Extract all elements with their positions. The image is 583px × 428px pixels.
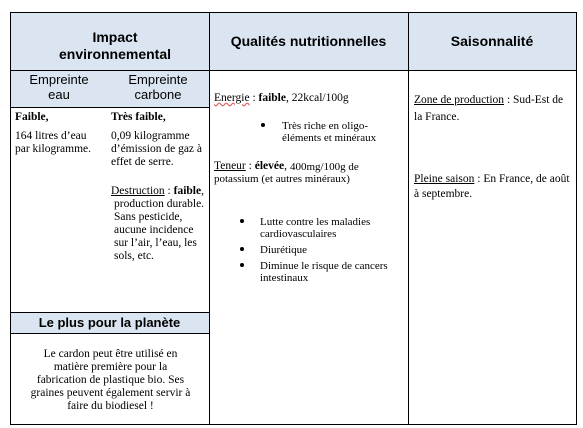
subheader-carbone: Empreinte carbone (128, 72, 188, 102)
teneur-label: Teneur (214, 160, 246, 172)
zone-value: Sud-Est de la France. (414, 94, 564, 123)
energie-level: faible (258, 92, 286, 104)
energie-value: 22kcal/100g (291, 92, 349, 104)
destruction-text: production durable. Sans pesticide, aucune incidence sur l’air, l’eau, les sols, etc. (114, 198, 205, 262)
destruction-level: faible (173, 185, 202, 197)
column-divider-1 (209, 12, 210, 425)
planete-title: Le plus pour la planète (38, 315, 181, 330)
header-bottom-border (10, 70, 577, 71)
energie-label: Energie (214, 92, 250, 104)
zone-label: Zone de production (414, 94, 505, 106)
subheader-bottom-border (10, 107, 209, 108)
pleine-line: Pleine saison : En France, de août à septembre. (414, 173, 570, 200)
pleine-label: Pleine saison (414, 173, 475, 185)
carbone-text: 0,09 kilogramme d’émission de gaz à effet de serre. (111, 130, 203, 168)
benefit-bullet-1 (240, 219, 244, 223)
subheader-eau: Empreinte eau (29, 72, 89, 102)
column-divider-2 (408, 12, 409, 425)
eau-level: Faible, (15, 111, 49, 123)
energie-bullet-dot (261, 123, 265, 127)
destruction-line: Destruction : faible, (111, 185, 204, 197)
carbone-level: Très faible, (111, 111, 166, 123)
benefit-bullet-2 (240, 247, 244, 251)
planete-header-bottom-border (10, 333, 209, 334)
teneur-value: 400mg/100g de potassium (et autres minéraux) (214, 161, 359, 185)
zone-line: Zone de production : Sud-Est de la France. (414, 94, 564, 123)
table-border-bottom (10, 424, 577, 425)
teneur-level: élevée (254, 160, 285, 172)
eau-text: 164 litres d’eau par kilogramme. (15, 130, 92, 155)
benefit-3: Diminue le risque de cancers intestinaux (260, 260, 388, 284)
teneur-line: Teneur : élevée, (214, 160, 287, 172)
energie-bullet-text: Très riche en oligo-éléments et minéraux (282, 120, 377, 144)
destruction-label: Destruction (111, 185, 165, 197)
benefit-2: Diurétique (260, 244, 308, 256)
pleine-value: En France, de août à septembre. (414, 173, 570, 200)
benefit-1: Lutte contre les maladies cardiovasculaires (260, 216, 371, 240)
energie-line: Energie : faible, 22kcal/100g (214, 92, 349, 104)
benefit-bullet-3 (240, 263, 244, 267)
table-border-left (10, 12, 11, 425)
header-impact: Impact environnemental (58, 29, 172, 62)
table-border-right (576, 12, 577, 425)
header-saisonnalite: Saisonnalité (450, 32, 534, 49)
header-qualites: Qualités nutritionnelles (230, 32, 387, 49)
planete-text: Le cardon peut être utilisé en matière première pour la fabrication de plastique bio. Ses graines peuvent également servir à faire du biodiesel ! (30, 348, 191, 412)
